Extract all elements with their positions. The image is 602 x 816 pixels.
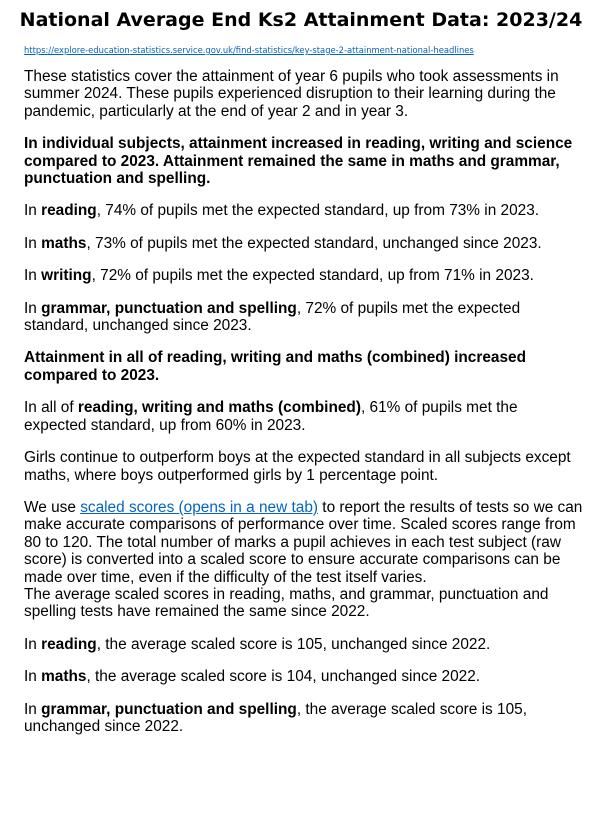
- combined-paragraph: [24, 399, 584, 434]
- average-maths-paragraph: [24, 668, 584, 685]
- subject-reading-prefix: In: [24, 202, 42, 220]
- average-reading-prefix: In: [24, 635, 42, 653]
- subject-reading-text: , 74% of pupils met the expected standard, up from 73% in 2023.: [96, 202, 540, 220]
- intro-paragraph: These statistics cover the attainment of year 6 pupils who took assessments in summer 2024. These pupils experienced disruption to their learning during the pandemic, particularly at the end of year 2 and in year 3.: [24, 68, 559, 120]
- scaled-scores-link[interactable]: scaled scores (opens in a new tab): [80, 498, 319, 516]
- average-gps-prefix: In: [24, 700, 42, 718]
- average-maths-keyword: maths: [41, 668, 87, 686]
- gender-paragraph: Girls continue to outperform boys at the expected standard in all subjects except maths, where boys outperformed girls by 1 percentage point.: [24, 449, 571, 484]
- average-gps-keyword: grammar, punctuation and spelling: [41, 700, 297, 718]
- average-maths-text: , the average scaled score is 104, unchanged since 2022.: [86, 668, 481, 686]
- average-reading-text: , the average scaled score is 105, unchanged since 2022.: [96, 635, 491, 653]
- subject-maths-prefix: In: [24, 234, 42, 252]
- average-reading-paragraph: [24, 636, 584, 653]
- subject-maths-text: , 73% of pupils met the expected standard, unchanged since 2023.: [86, 234, 542, 252]
- subject-maths-paragraph: [24, 235, 584, 252]
- subject-writing-keyword: writing: [41, 267, 92, 285]
- combined-prefix: In all of: [24, 399, 78, 417]
- average-gps-paragraph: [24, 701, 584, 736]
- scaled-text: to report the results of tests so we can make accurate comparisons of performance over time. Scaled scores range from 80 to 120. The total number of marks a pupil achieves in each test subject (raw score) is converted into a scaled score to ensure accurate comparisons can be made over time, even if the difficulty of the test itself varies.: [24, 498, 583, 586]
- subject-reading-keyword: reading: [41, 202, 97, 220]
- subject-gps-prefix: In: [24, 299, 42, 317]
- subject-gps-text: , 72% of pupils met the expected standard, unchanged since 2023.: [24, 299, 521, 335]
- scaled-scores-paragraph: [24, 499, 584, 586]
- combined-text: , 61% of pupils met the expected standard, up from 60% in 2023.: [24, 399, 518, 434]
- subject-reading-paragraph: [24, 202, 584, 219]
- combined-heading: Attainment in all of reading, writing and maths (combined) increased compared to 2023.: [24, 349, 526, 384]
- subject-gps-keyword: grammar, punctuation and spelling: [41, 299, 297, 317]
- combined-keyword: reading, writing and maths (combined): [77, 399, 361, 417]
- subject-writing-prefix: In: [24, 267, 42, 285]
- document-body: [24, 68, 584, 750]
- subject-gps-paragraph: [24, 300, 584, 335]
- scaled-prefix: We use: [24, 498, 81, 516]
- subject-maths-keyword: maths: [41, 234, 87, 252]
- subject-writing-text: , 72% of pupils met the expected standard, up from 71% in 2023.: [91, 267, 534, 285]
- source-link[interactable]: https://explore-education-statistics.service.gov.uk/find-statistics/key-stage-2-attainment-national-headlines: [24, 45, 474, 55]
- average-intro-paragraph: The average scaled scores in reading, maths, and grammar, punctuation and spelling tests have remained the same since 2022.: [24, 585, 549, 621]
- average-maths-prefix: In: [24, 668, 42, 686]
- average-reading-keyword: reading: [41, 635, 97, 653]
- page-title: National Average End Ks2 Attainment Data: 2023/24: [19, 9, 583, 31]
- average-gps-text: , the average scaled score is 105, unchanged since 2022.: [24, 700, 527, 735]
- subjects-heading: In individual subjects, attainment increased in reading, writing and science compared to 2023. Attainment remained the same in maths and grammar, punctuation and spelling.: [24, 135, 573, 188]
- subject-writing-paragraph: [24, 267, 584, 284]
